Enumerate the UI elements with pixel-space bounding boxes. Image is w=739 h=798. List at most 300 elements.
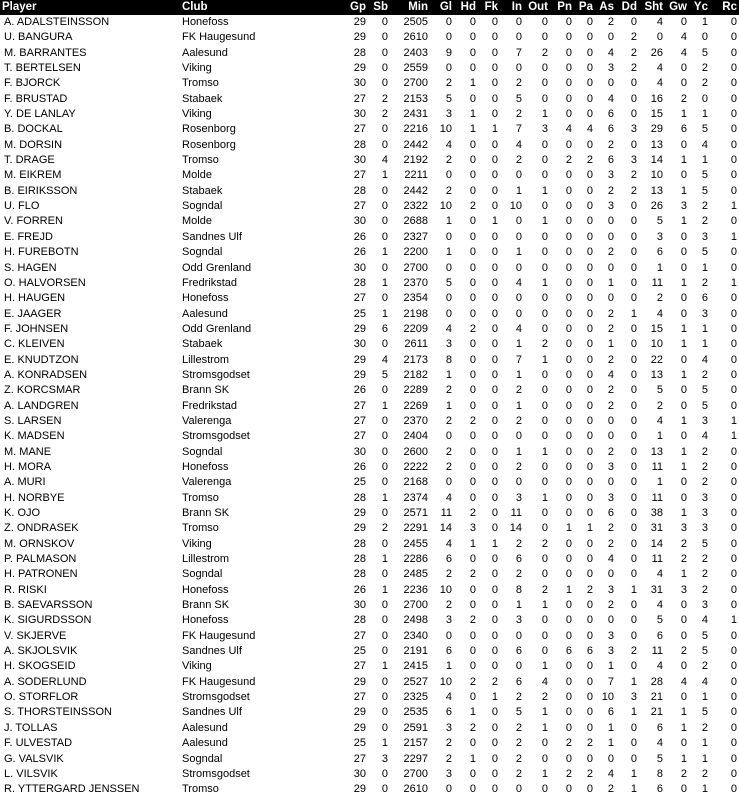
cell-out: 3 — [541, 123, 548, 136]
cell-sb: 1 — [381, 307, 388, 320]
cell-as: 0 — [607, 261, 614, 274]
cell-club: Stabaek — [182, 338, 223, 351]
cell-hd: 0 — [469, 691, 476, 704]
cell-pa: 0 — [586, 414, 593, 427]
cell-dd: 0 — [630, 276, 637, 289]
cell-rc: 0 — [730, 660, 737, 673]
cell-gw: 0 — [680, 138, 687, 151]
cell-sb: 0 — [381, 31, 388, 44]
cell-player: A. KONRADSEN — [4, 368, 88, 381]
cell-gl: 3 — [445, 614, 452, 627]
cell-player: F. JOHNSEN — [4, 322, 69, 335]
cell-min: 2415 — [403, 660, 428, 673]
column-header-yc: Yc — [693, 1, 708, 13]
cell-player: H. FUREBOTN — [4, 246, 79, 259]
cell-dd: 0 — [630, 292, 637, 305]
table-row — [0, 460, 739, 475]
cell-as: 2 — [607, 783, 614, 796]
cell-dd: 2 — [630, 46, 637, 59]
cell-min: 2527 — [403, 675, 428, 688]
table-row — [0, 659, 739, 674]
cell-dd: 0 — [630, 507, 637, 519]
cell-gl: 0 — [445, 292, 452, 305]
cell-pa: 0 — [586, 108, 593, 121]
cell-yc: 1 — [701, 752, 708, 765]
cell-as: 6 — [607, 123, 614, 136]
cell-dd: 0 — [630, 200, 637, 213]
cell-pa: 0 — [586, 445, 593, 458]
cell-as: 3 — [607, 200, 614, 213]
cell-gl: 0 — [445, 31, 452, 44]
cell-in: 1 — [515, 338, 522, 351]
cell-rc: 0 — [730, 353, 737, 366]
cell-club: Rosenborg — [182, 138, 236, 151]
cell-sb: 4 — [381, 154, 388, 167]
cell-gw: 0 — [680, 660, 687, 673]
column-header-player: Player — [2, 1, 37, 13]
cell-gw: 0 — [680, 384, 687, 397]
cell-as: 4 — [607, 46, 614, 59]
cell-min: 2286 — [403, 553, 428, 566]
cell-out: 0 — [541, 614, 548, 627]
cell-gl: 3 — [445, 338, 452, 351]
cell-player: R. RISKI — [4, 583, 47, 596]
cell-hd: 0 — [469, 31, 476, 44]
cell-out: 0 — [541, 31, 548, 44]
cell-rc: 0 — [730, 583, 737, 596]
cell-player: A. LANDGREN — [4, 399, 79, 412]
cell-yc: 4 — [701, 353, 708, 366]
cell-gl: 4 — [445, 537, 452, 550]
table-row — [0, 475, 739, 490]
cell-pa: 0 — [586, 721, 593, 734]
cell-club: Molde — [182, 215, 212, 228]
cell-yc: 2 — [701, 62, 708, 75]
cell-out: 0 — [541, 154, 548, 167]
cell-gw: 1 — [680, 108, 687, 121]
cell-gp: 26 — [353, 460, 366, 473]
cell-dd: 1 — [630, 706, 637, 719]
cell-pa: 0 — [586, 276, 593, 289]
table-row — [0, 721, 739, 736]
cell-sht: 1 — [656, 430, 663, 443]
cell-player: C. KLEIVEN — [4, 338, 65, 351]
cell-gl: 1 — [445, 246, 452, 259]
cell-in: 0 — [515, 476, 522, 489]
cell-sht: 3 — [656, 230, 663, 243]
cell-gw: 1 — [680, 568, 687, 581]
cell-as: 0 — [607, 230, 614, 243]
table-row — [0, 736, 739, 751]
cell-gl: 2 — [445, 184, 452, 197]
cell-fk: 0 — [491, 522, 498, 535]
cell-pa: 0 — [586, 353, 593, 366]
cell-club: FK Haugesund — [182, 629, 256, 642]
cell-gl: 2 — [445, 752, 452, 765]
cell-rc: 0 — [730, 384, 737, 397]
cell-min: 2700 — [403, 77, 428, 90]
cell-gw: 1 — [680, 414, 687, 427]
cell-pa: 0 — [586, 215, 593, 228]
cell-player: B. SAEVARSSON — [4, 599, 93, 612]
cell-as: 0 — [607, 77, 614, 90]
cell-pa: 0 — [586, 568, 593, 581]
cell-pn: 0 — [565, 184, 572, 197]
cell-as: 0 — [607, 476, 614, 489]
cell-pn: 0 — [565, 108, 572, 121]
table-row — [0, 15, 739, 30]
table-body — [0, 15, 739, 798]
cell-yc: 5 — [701, 399, 708, 412]
cell-pn: 0 — [565, 77, 572, 90]
cell-pa: 0 — [586, 629, 593, 642]
cell-fk: 0 — [491, 430, 498, 443]
table-row — [0, 168, 739, 183]
cell-sht: 6 — [656, 721, 663, 734]
cell-gl: 5 — [445, 276, 452, 289]
cell-in: 0 — [515, 660, 522, 673]
cell-pa: 0 — [586, 322, 593, 335]
cell-pa: 0 — [586, 752, 593, 765]
cell-fk: 0 — [491, 599, 498, 612]
column-header-min: Min — [408, 1, 428, 13]
cell-dd: 0 — [630, 322, 637, 335]
cell-out: 0 — [541, 476, 548, 489]
cell-min: 2442 — [403, 138, 428, 151]
cell-dd: 0 — [630, 246, 637, 259]
cell-club: Stromsgodset — [182, 368, 250, 381]
cell-rc: 0 — [730, 215, 737, 228]
table-row — [0, 675, 739, 690]
cell-gw: 0 — [680, 77, 687, 90]
cell-club: Sandnes Ulf — [182, 230, 242, 243]
cell-sht: 6 — [656, 629, 663, 642]
cell-yc: 4 — [701, 614, 708, 627]
cell-club: Valerenga — [182, 476, 232, 489]
cell-fk: 0 — [491, 568, 498, 581]
cell-hd: 0 — [469, 154, 476, 167]
cell-in: 2 — [515, 767, 522, 780]
cell-club: Molde — [182, 169, 212, 182]
cell-pa: 0 — [586, 660, 593, 673]
cell-gp: 30 — [353, 338, 366, 351]
cell-sb: 0 — [381, 783, 388, 796]
cell-sht: 16 — [650, 92, 663, 105]
cell-rc: 0 — [730, 752, 737, 765]
cell-pn: 0 — [565, 614, 572, 627]
cell-sht: 4 — [656, 62, 663, 75]
cell-gp: 27 — [353, 169, 366, 182]
cell-in: 2 — [515, 414, 522, 427]
cell-fk: 0 — [491, 460, 498, 473]
cell-sb: 1 — [381, 169, 388, 182]
cell-out: 0 — [541, 77, 548, 90]
cell-yc: 1 — [701, 338, 708, 351]
cell-in: 3 — [515, 491, 522, 504]
cell-min: 2610 — [403, 783, 428, 796]
cell-club: Sandnes Ulf — [182, 706, 242, 719]
cell-player: M. EIKREM — [4, 169, 62, 182]
cell-yc: 1 — [701, 261, 708, 274]
cell-hd: 0 — [469, 169, 476, 182]
cell-as: 3 — [607, 460, 614, 473]
cell-min: 2297 — [403, 752, 428, 765]
cell-gw: 1 — [680, 338, 687, 351]
cell-as: 7 — [607, 675, 614, 688]
cell-sb: 5 — [381, 368, 388, 381]
cell-hd: 0 — [469, 261, 476, 274]
cell-fk: 0 — [491, 414, 498, 427]
cell-gw: 1 — [680, 215, 687, 228]
cell-as: 3 — [607, 169, 614, 182]
cell-gp: 26 — [353, 230, 366, 243]
cell-in: 1 — [515, 399, 522, 412]
cell-gw: 1 — [680, 154, 687, 167]
cell-out: 0 — [541, 399, 548, 412]
cell-club: Stabaek — [182, 92, 223, 105]
cell-gl: 10 — [439, 200, 452, 213]
cell-gp: 30 — [353, 767, 366, 780]
cell-yc: 3 — [701, 230, 708, 243]
cell-min: 2610 — [403, 31, 428, 44]
cell-gl: 10 — [439, 675, 452, 688]
cell-sht: 28 — [650, 675, 663, 688]
cell-hd: 2 — [469, 614, 476, 627]
cell-player: L. VILSVIK — [4, 767, 58, 780]
cell-in: 14 — [509, 522, 522, 535]
cell-pn: 0 — [565, 491, 572, 504]
cell-fk: 0 — [491, 491, 498, 504]
cell-player: K. SIGURDSSON — [4, 614, 92, 627]
cell-hd: 1 — [469, 77, 476, 90]
cell-club: Viking — [182, 108, 212, 121]
cell-min: 2485 — [403, 568, 428, 581]
cell-dd: 1 — [630, 783, 637, 796]
cell-pa: 0 — [586, 706, 593, 719]
cell-player: U. BANGURA — [4, 31, 73, 44]
cell-sb: 0 — [381, 200, 388, 213]
cell-pn: 0 — [565, 338, 572, 351]
cell-in: 2 — [515, 384, 522, 397]
cell-gw: 0 — [680, 783, 687, 796]
cell-hd: 0 — [469, 368, 476, 381]
cell-rc: 0 — [730, 767, 737, 780]
cell-sht: 5 — [656, 384, 663, 397]
cell-min: 2168 — [403, 476, 428, 489]
cell-rc: 0 — [730, 138, 737, 151]
cell-fk: 0 — [491, 307, 498, 320]
cell-sb: 0 — [381, 645, 388, 658]
column-header-club: Club — [182, 1, 208, 13]
cell-player: V. FORREN — [4, 215, 63, 228]
cell-sht: 4 — [656, 77, 663, 90]
cell-pa: 0 — [586, 675, 593, 688]
cell-pa: 0 — [586, 553, 593, 566]
cell-club: Brann SK — [182, 384, 230, 397]
table-row — [0, 752, 739, 767]
cell-as: 2 — [607, 537, 614, 550]
cell-rc: 0 — [730, 445, 737, 458]
cell-yc: 2 — [701, 721, 708, 734]
cell-gw: 4 — [680, 31, 687, 44]
cell-sb: 1 — [381, 276, 388, 289]
cell-min: 2591 — [403, 721, 428, 734]
cell-in: 0 — [515, 31, 522, 44]
table-row — [0, 291, 739, 306]
cell-fk: 0 — [491, 368, 498, 381]
cell-dd: 3 — [630, 123, 637, 136]
cell-sht: 8 — [656, 767, 663, 780]
cell-pn: 0 — [565, 230, 572, 243]
cell-club: Viking — [182, 660, 212, 673]
cell-sht: 1 — [656, 476, 663, 489]
cell-yc: 5 — [701, 629, 708, 642]
cell-player: M. BARRANTES — [4, 46, 87, 59]
cell-gw: 1 — [680, 368, 687, 381]
cell-gp: 29 — [353, 16, 366, 28]
cell-min: 2559 — [403, 62, 428, 75]
cell-min: 2322 — [403, 200, 428, 213]
cell-yc: 0 — [701, 92, 708, 105]
cell-gw: 0 — [680, 246, 687, 259]
cell-pn: 0 — [565, 16, 572, 28]
cell-sht: 4 — [656, 599, 663, 612]
cell-dd: 0 — [630, 384, 637, 397]
cell-min: 2198 — [403, 307, 428, 320]
cell-fk: 0 — [491, 445, 498, 458]
cell-sb: 0 — [381, 215, 388, 228]
cell-club: Lillestrom — [182, 553, 230, 566]
cell-sht: 5 — [656, 614, 663, 627]
cell-sht: 15 — [650, 322, 663, 335]
cell-gw: 3 — [680, 200, 687, 213]
cell-as: 2 — [607, 246, 614, 259]
cell-player: B. EIRIKSSON — [4, 184, 78, 197]
cell-club: FK Haugesund — [182, 675, 256, 688]
cell-min: 2442 — [403, 184, 428, 197]
cell-hd: 0 — [469, 276, 476, 289]
cell-sb: 2 — [381, 522, 388, 535]
cell-hd: 0 — [469, 16, 476, 28]
cell-fk: 0 — [491, 184, 498, 197]
cell-gw: 0 — [680, 599, 687, 612]
cell-gw: 1 — [680, 460, 687, 473]
cell-fk: 0 — [491, 108, 498, 121]
cell-club: Viking — [182, 62, 212, 75]
cell-out: 0 — [541, 322, 548, 335]
table-row — [0, 61, 739, 76]
cell-player: O. HALVORSEN — [4, 276, 86, 289]
cell-hd: 0 — [469, 353, 476, 366]
cell-club: Tromso — [182, 783, 219, 796]
cell-gp: 28 — [353, 276, 366, 289]
cell-club: Sogndal — [182, 200, 223, 213]
cell-fk: 0 — [491, 246, 498, 259]
cell-out: 0 — [541, 737, 548, 750]
cell-player: E. KNUDTZON — [4, 353, 79, 366]
cell-pn: 0 — [565, 169, 572, 182]
cell-fk: 0 — [491, 261, 498, 274]
cell-hd: 0 — [469, 491, 476, 504]
cell-gw: 1 — [680, 276, 687, 289]
cell-rc: 0 — [730, 31, 737, 44]
cell-out: 0 — [541, 138, 548, 151]
cell-out: 0 — [541, 246, 548, 259]
cell-gl: 2 — [445, 77, 452, 90]
cell-rc: 0 — [730, 783, 737, 796]
cell-gw: 1 — [680, 322, 687, 335]
cell-pn: 2 — [565, 154, 572, 167]
column-header-rc: Rc — [722, 1, 737, 13]
cell-rc: 1 — [730, 614, 737, 627]
table-row — [0, 552, 739, 567]
cell-yc: 2 — [701, 553, 708, 566]
cell-as: 6 — [607, 706, 614, 719]
cell-pn: 0 — [565, 445, 572, 458]
cell-player: T. BERTELSEN — [4, 62, 81, 75]
cell-player: Z. ONDRASEK — [4, 522, 79, 535]
cell-gw: 0 — [680, 399, 687, 412]
cell-fk: 0 — [491, 629, 498, 642]
table-row — [0, 153, 739, 168]
table-row — [0, 537, 739, 552]
cell-gw: 2 — [680, 92, 687, 105]
cell-gw: 2 — [680, 767, 687, 780]
cell-min: 2455 — [403, 537, 428, 550]
cell-gp: 30 — [353, 154, 366, 167]
cell-rc: 0 — [730, 307, 737, 320]
cell-in: 0 — [515, 629, 522, 642]
cell-pn: 0 — [565, 752, 572, 765]
cell-out: 0 — [541, 200, 548, 213]
cell-gl: 1 — [445, 399, 452, 412]
cell-sb: 1 — [381, 583, 388, 596]
cell-sht: 13 — [650, 445, 663, 458]
cell-min: 2173 — [403, 353, 428, 366]
cell-as: 4 — [607, 368, 614, 381]
cell-sb: 0 — [381, 338, 388, 351]
cell-gw: 0 — [680, 691, 687, 704]
cell-rc: 0 — [730, 507, 737, 519]
cell-fk: 0 — [491, 138, 498, 151]
cell-gl: 2 — [445, 737, 452, 750]
cell-club: Stromsgodset — [182, 767, 250, 780]
cell-hd: 0 — [469, 292, 476, 305]
cell-yc: 4 — [701, 675, 708, 688]
cell-rc: 0 — [730, 338, 737, 351]
cell-gp: 28 — [353, 614, 366, 627]
cell-gp: 30 — [353, 599, 366, 612]
cell-gw: 2 — [680, 645, 687, 658]
cell-out: 1 — [541, 767, 548, 780]
cell-pn: 0 — [565, 292, 572, 305]
cell-sb: 0 — [381, 62, 388, 75]
cell-player: S. LARSEN — [4, 414, 62, 427]
cell-gp: 29 — [353, 322, 366, 335]
cell-player: F. BJORCK — [4, 77, 61, 90]
cell-club: Honefoss — [182, 614, 229, 627]
cell-rc: 0 — [730, 77, 737, 90]
column-header-sb: Sb — [373, 1, 388, 13]
cell-rc: 1 — [730, 414, 737, 427]
cell-hd: 0 — [469, 184, 476, 197]
table-row — [0, 230, 739, 245]
cell-min: 2431 — [403, 108, 428, 121]
cell-club: Sogndal — [182, 445, 223, 458]
cell-pn: 0 — [565, 62, 572, 75]
cell-gp: 30 — [353, 108, 366, 121]
cell-sht: 11 — [651, 491, 663, 504]
